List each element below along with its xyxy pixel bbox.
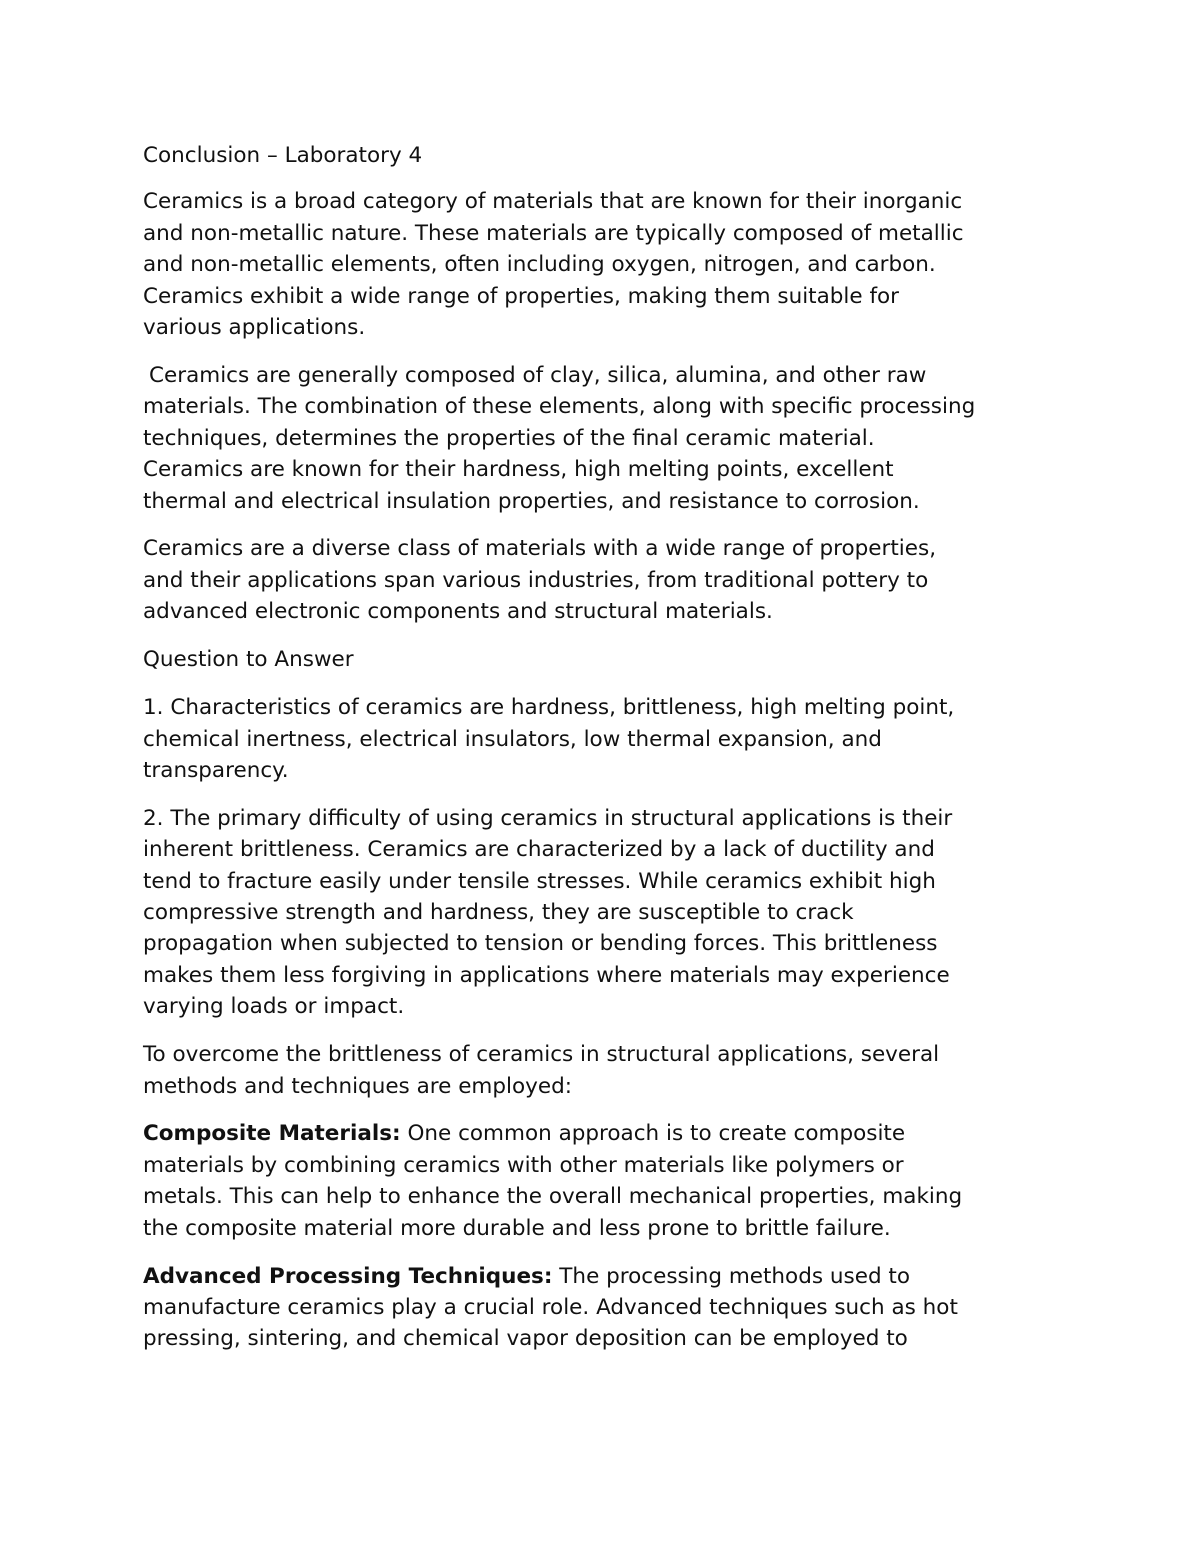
composite-materials-text: One common approach is to create composite materials by combining ceramics with other materials like polymers or metals. This can help to enhance the overall mechanical properties, making the composite material more durable and less prone to brittle failure. [143,1121,963,1241]
composite-materials-paragraph [143,1118,1063,1244]
composite-materials-label: Composite Materials: [143,1121,401,1147]
paragraph-summary: Ceramics are a diverse class of materials with a wide range of properties, and their applications span various industries, from traditional pottery to advanced electronic components and structural materials. [143,536,937,625]
document-title: Conclusion – Laboratory 4 [143,143,423,168]
advanced-processing-paragraph [143,1261,1063,1355]
advanced-processing-label: Advanced Processing Techniques: [143,1263,553,1289]
paragraph-composition: Ceramics are generally composed of clay, silica, alumina, and other raw materials. The combination of these elements, along with specific processing techniques, determines the properties of the final ceramic material. Ceramics are known for their hardness, high melting points, excellent thermal and electrical insulation properties, and resistance to corrosion. [143,362,976,514]
answer-1: 1. Characteristics of ceramics are hardness, brittleness, high melting point, chemical inertness, electrical insulators, low thermal expansion, and transparency. [143,695,955,783]
paragraph-intro: Ceramics is a broad category of materials that are known for their inorganic and non-metallic nature. These materials are typically composed of metallic and non-metallic elements, often including oxygen, nitrogen, and carbon. Ceramics exhibit a wide range of properties, making them suitable for various applications. [143,189,964,341]
question-heading: Question to Answer [143,647,354,673]
document-page [143,140,1063,1371]
answer-2: 2. The primary difficulty of using ceramics in structural applications is their inherent brittleness. Ceramics are characterized by a lack of ductility and tend to fracture easily under tensile stresses. While ceramics exhibit high compressive strength and hardness, they are susceptible to crack propagation when subjected to tension or bending forces. This brittleness makes them less forgiving in applications where materials may experience varying loads or impact. [143,805,953,1020]
advanced-processing-text: The processing methods used to manufacture ceramics play a crucial role. Advanced techniques such as hot pressing, sintering, and chemical vapor deposition can be employed to [143,1263,958,1352]
overcome-intro: To overcome the brittleness of ceramics in structural applications, several methods and techniques are employed: [143,1042,940,1099]
